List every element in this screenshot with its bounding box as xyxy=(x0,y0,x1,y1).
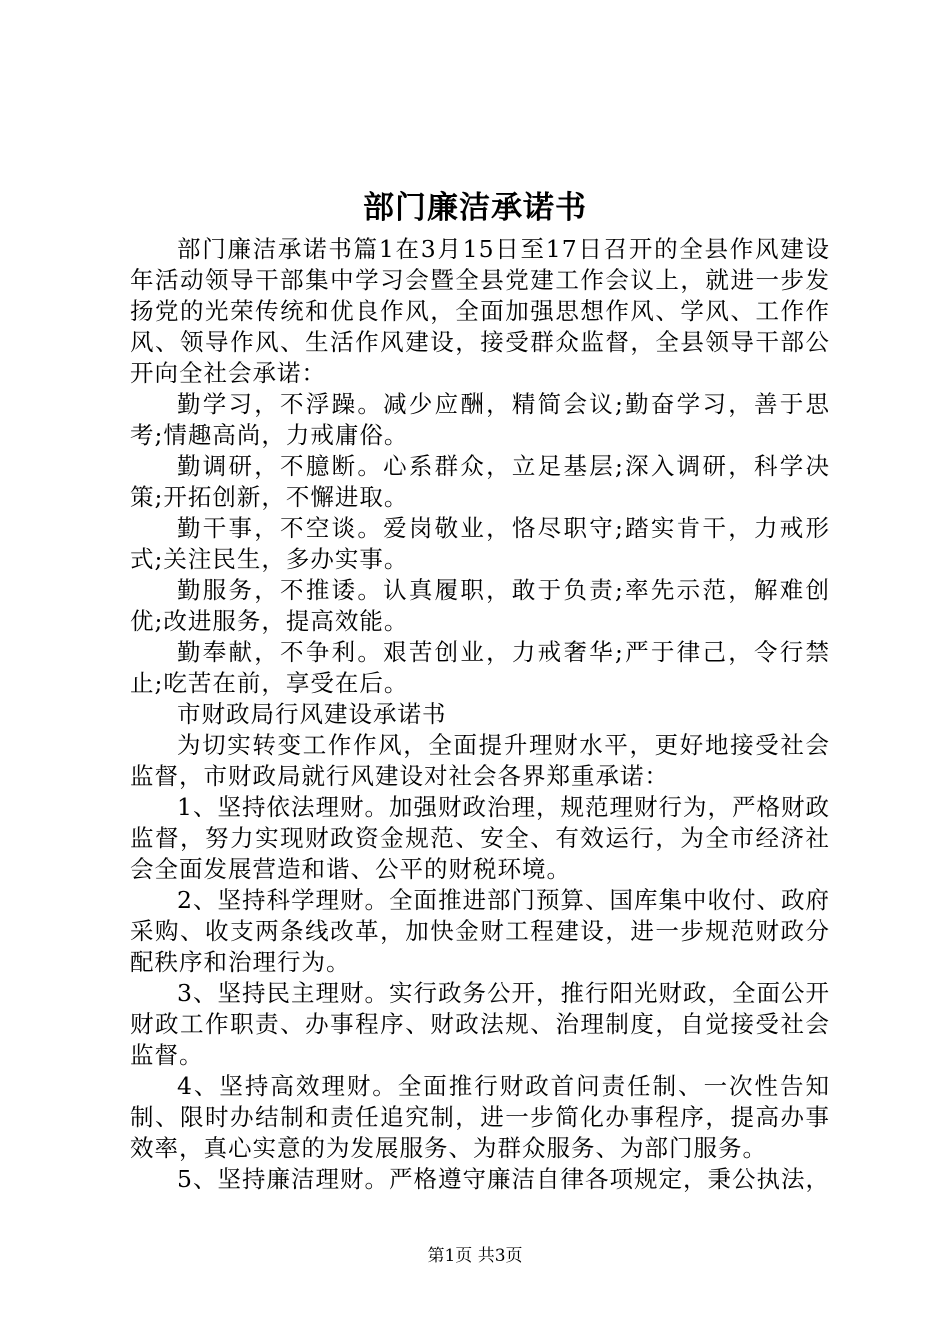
page-footer: 第1页 共3页 xyxy=(427,1246,523,1266)
document-title: 部门廉洁承诺书 xyxy=(363,190,587,226)
document-body xyxy=(130,234,830,1195)
paragraph: 勤奉献，不争利。艰苦创业，力戒奢华;严于律己，令行禁止;吃苦在前，享受在后。 xyxy=(130,638,830,697)
section-heading: 市财政局行风建设承诺书 xyxy=(177,700,447,728)
paragraph: 2、坚持科学理财。全面推进部门预算、国库集中收付、政府采购、收支两条线改革，加快金财工程建设，进一步规范财政分配秩序和治理行为。 xyxy=(130,886,830,976)
paragraph: 1、坚持依法理财。加强财政治理，规范理财行为，严格财政监督，努力实现财政资金规范、安全、有效运行，为全市经济社会全面发展营造和谐、公平的财税环境。 xyxy=(130,793,830,883)
paragraph: 3、坚持民主理财。实行政务公开，推行阳光财政，全面公开财政工作职责、办事程序、财政法规、治理制度，自觉接受社会监督。 xyxy=(130,979,830,1069)
paragraph: 勤干事，不空谈。爱岗敬业，恪尽职守;踏实肯干，力戒形式;关注民生，多办实事。 xyxy=(130,514,830,573)
paragraph: 4、坚持高效理财。全面推行财政首问责任制、一次性告知制、限时办结制和责任追究制，进一步简化办事程序，提高办事效率，真心实意的为发展服务、为群众服务、为部门服务。 xyxy=(130,1072,830,1162)
paragraph: 为切实转变工作作风，全面提升理财水平，更好地接受社会监督，市财政局就行风建设对社会各界郑重承诺： xyxy=(130,731,830,790)
paragraph: 勤学习，不浮躁。减少应酬，精简会议;勤奋学习，善于思考;情趣高尚，力戒庸俗。 xyxy=(130,390,830,449)
paragraph: 5、坚持廉洁理财。严格遵守廉洁自律各项规定，秉公执法， xyxy=(177,1165,830,1193)
paragraph: 勤服务，不推诿。认真履职，敢于负责;率先示范，解难创优;改进服务，提高效能。 xyxy=(130,576,830,635)
paragraph: 部门廉洁承诺书篇1在3月15日至17日召开的全县作风建设年活动领导干部集中学习会暨全县党建工作会议上，就进一步发扬党的光荣传统和优良作风，全面加强思想作风、学风、工作作风、领导作风、生活作风建设，接受群众监督，全县领导干部公开向全社会承诺： xyxy=(130,235,830,387)
paragraph: 勤调研，不臆断。心系群众，立足基层;深入调研，科学决策;开拓创新，不懈进取。 xyxy=(130,452,830,511)
